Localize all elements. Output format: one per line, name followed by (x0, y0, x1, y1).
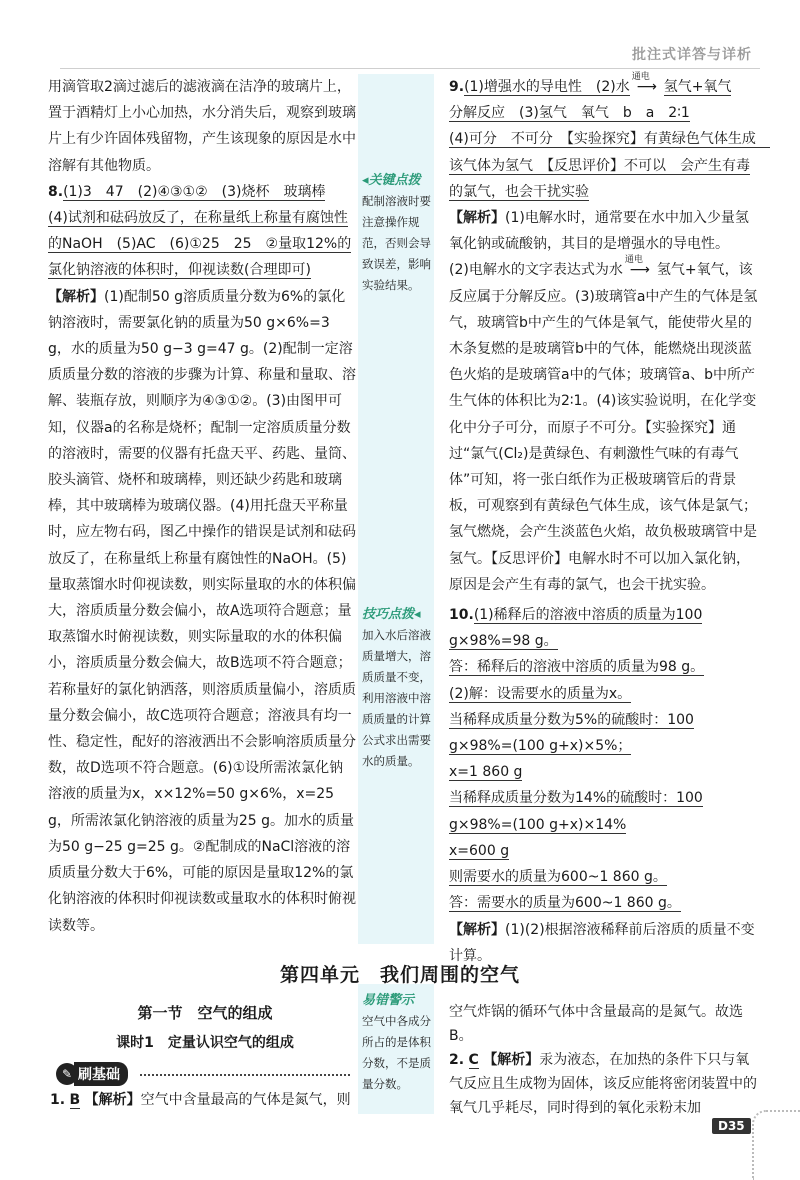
question-10-line-2: 答：稀释后的溶液中溶质的质量为98 g。 (449, 659, 705, 676)
question-8-answer-1: (1)3 47 (2)④③①② (3)烧杯 玻璃棒 (63, 183, 326, 200)
brush-icon: ✎ (56, 1063, 78, 1085)
question-1-analysis: 空气中含量最高的气体是氮气，则 (140, 1092, 351, 1108)
question-10-line-3: (2)解：设需要水的质量为x。 (449, 685, 632, 702)
tip-common-error (362, 990, 432, 1095)
question-8-analysis-text: (1)配制50 g溶质质量分数为6%的氯化钠溶液时，需要氯化钠的质量为50 g×6%=3 g，水的质量为50 g−3 g=47 g。(2)配制一定溶质质量分数的溶液的步骤为计算、称量和量取、溶解、装瓶存放，则顺序为④③①②。(3)由图甲可知，仪器a的名称是烧杯；配制一定溶质质量分数的溶液时，需要的仪器有托盘天平、药匙、量筒、胶头滴管、烧杯和玻璃棒，则还缺少药匙和玻璃棒，其中玻璃棒为玻璃仪器。(4)用托盘天平称量时，应左物右码，图乙中操作的错误是试剂和砝码放反了，在称量纸上称量有腐蚀性的NaOH。(5)量取蒸馏水时仰视读数，则实际量取的水的体积偏大，溶质质量分数会偏小，故A选项符合题意；量取蒸馏水时俯视读数，则实际量取的水的体积偏小，溶质质量分数会偏大，故B选项不符合题意；若称量好的氯化钠洒落，则溶质质量偏小，溶质质量分数会偏小，故C选项符合题意；溶液具有均一性、稳定性，配好的溶液洒出不会影响溶质质量分数，故D选项不符合题意。(6)①设所需浓氯化钠溶液的质量为x，x×12%=50 g×6%，x=25 g，所需浓氯化钠溶液的质量为25 g。加水的质量为50 g−25 g=25 g。②配制成的NaCl溶液的溶质质量分数大于6%，可能的原因是量取12%的氯化钠溶液的体积时仰视读数或量取水的体积时俯视读数等。 (48, 288, 356, 934)
question-9-line-1b: 氢气+氧气 (663, 79, 732, 95)
question-10-line-9: 答：需要水的质量为600~1 860 g。 (449, 895, 681, 912)
question-10 (449, 602, 759, 969)
question-2-answer: C (468, 1052, 479, 1068)
question-9-line-1a: (1)增强水的导电性 (2)水 (464, 79, 630, 95)
question-10-number: 10. (449, 607, 474, 624)
tip-common-error-heading: 易错警示 (362, 993, 415, 1008)
section-title: 第一节 空气的组成 (137, 1004, 273, 1022)
question-9-line-3: (4)可分 不可分 【实验探究】有黄绿色气体生成 该气体为氢气 【反思评价】不可以 会产生有毒的氯气，也会干扰实验 (449, 131, 770, 200)
question-10-line-6: 当稀释成质量分数为14%的硫酸时：100 g×98%=(100 g+x)×14% (449, 790, 703, 833)
tip-key-point-heading: ◂关键点拨 (362, 173, 421, 188)
question-2-analysis: 汞为液态，在加热的条件下只与氧气反应且生成物为固体，该反应能将密闭装置中的氧气几乎耗尽，同时得到的氧化汞粉末加 (449, 1052, 757, 1116)
tip-key-point (362, 170, 432, 296)
basics-badge (56, 1062, 128, 1086)
question-9-analysis-2 (449, 257, 759, 598)
analysis-label: 【解析】 (483, 1052, 540, 1068)
question-2 (449, 1048, 759, 1120)
question-10-line-8: 则需要水的质量为600~1 860 g。 (449, 869, 667, 886)
left-column (48, 74, 356, 939)
page-number: D35 (712, 1118, 751, 1134)
question-10-line-1: 10.(1)稀释后的溶液中溶质的质量为100 g×98%=98 g。 (449, 607, 703, 650)
reaction-condition: 通电 (631, 72, 650, 82)
question-1-answer: B (69, 1092, 81, 1108)
reaction-arrow-2: 通电 ⟶ (623, 257, 657, 283)
badge-dotted-rule (140, 1074, 350, 1076)
question-1-number: 1. (50, 1092, 66, 1108)
question-9-analysis-2a: (2)电解水的文字表达式为水 (449, 262, 623, 279)
right-column (449, 72, 770, 969)
question-8-analysis (48, 284, 356, 939)
question-10-line-5: x=1 860 g (449, 764, 523, 781)
lesson-title: 课时1 定量认识空气的组成 (116, 1035, 294, 1051)
question-8-answer-2-block (48, 205, 356, 284)
question-8 (48, 179, 356, 205)
question-8-answer-2: (4)试剂和砝码放反了，在称量纸上称量有腐蚀性的NaOH (5)AC (6)①25 25 ②量取12%的氯化钠溶液的体积时，仰视读数(合理即可) (48, 210, 352, 279)
question-9-line-3-block (449, 126, 770, 205)
question-10-line-7: x=600 g (449, 842, 510, 859)
question-9-number: 9. (449, 79, 465, 95)
question-2-number: 2. (449, 1052, 465, 1068)
tip-technique (362, 604, 432, 772)
question-8-number: 8. (48, 183, 64, 200)
reaction-arrow: 通电 ⟶ (630, 74, 664, 100)
corner-decoration (752, 1110, 800, 1180)
tip-technique-heading: 技巧点拨◂ (362, 607, 421, 622)
question-9-analysis (449, 205, 759, 257)
tip-common-error-body: 空气中各成分所占的是体积分数，不是质量分数。 (362, 1014, 431, 1091)
bottom-right-block (449, 1000, 759, 1120)
analysis-label: 【解析】 (449, 210, 505, 227)
question-9-analysis-2b: 氢气+氧气，该反应属于分解反应。(3)玻璃管a中产生的气体是氢气，玻璃管b中产生的气体是氧气，能使带火星的木条复燃的是玻璃管b中的气体，能燃烧出现淡蓝色火焰的是玻璃管a中的气体；玻璃管a、b中所产生气体的体积比为2∶1。(4)该实验说明，在化学变化中分子可分，而原子不可分。【实验探究】通过“氯气(Cl₂)是黄绿色、有刺激性气味的有毒气体”可知，将一张白纸作为正极玻璃管后的背景板，可观察到有黄绿色气体生成，该气体是氯气；氢气燃烧，会产生淡蓝色火焰，故负极玻璃管中是氢气。【反思评价】电解水时不可以加入氯化钠，原因是会产生有毒的氯气，也会干扰实验。 (449, 262, 758, 593)
header-rule (60, 68, 760, 69)
analysis-label: 【解析】 (84, 1092, 141, 1108)
question-9-line-2-block (449, 100, 759, 126)
tip-technique-body: 加入水后溶液质量增大，溶质质量不变，利用溶液中溶质质量的计算公式求出需要水的质量。 (362, 628, 431, 768)
tip-key-point-body: 配制溶液时要注意操作规范，否则会导致误差，影响实验结果。 (362, 194, 431, 292)
analysis-label: 【解析】 (48, 288, 104, 305)
unit-title: 第四单元 我们周围的空气 (279, 964, 520, 986)
question-9-line-2: 分解反应 (3)氢气 氧气 b a 2∶1 (449, 105, 690, 122)
question-9-analysis-1: (1)电解水时，通常要在水中加入少量氢氧化钠或硫酸钠，其目的是增强水的导电性。 (449, 210, 749, 253)
question-10-analysis: 【解析】(1)(2)根据溶液稀释前后溶质的质量不变计算。 (449, 921, 755, 964)
question-10-line-4: 当稀释成质量分数为5%的硫酸时：100 g×98%=(100 g+x)×5%； (449, 711, 694, 755)
question-9 (449, 74, 759, 100)
basics-badge-label: 刷基础 (74, 1062, 128, 1086)
page-header-title: 批注式详答与详析 (632, 47, 752, 63)
reaction-condition-2: 通电 (624, 255, 643, 266)
left-continued-paragraph: 用滴管取2滴过滤后的滤液滴在洁净的玻璃片上，置于酒精灯上小心加热，水分消失后，观察到玻璃片上有少许固体残留物，产生该现象的原因是水中溶解有其他物质。 (48, 79, 356, 174)
question-1 (50, 1088, 356, 1112)
question-1-continued: 空气炸锅的循环气体中含量最高的是氮气。故选B。 (449, 1004, 743, 1044)
